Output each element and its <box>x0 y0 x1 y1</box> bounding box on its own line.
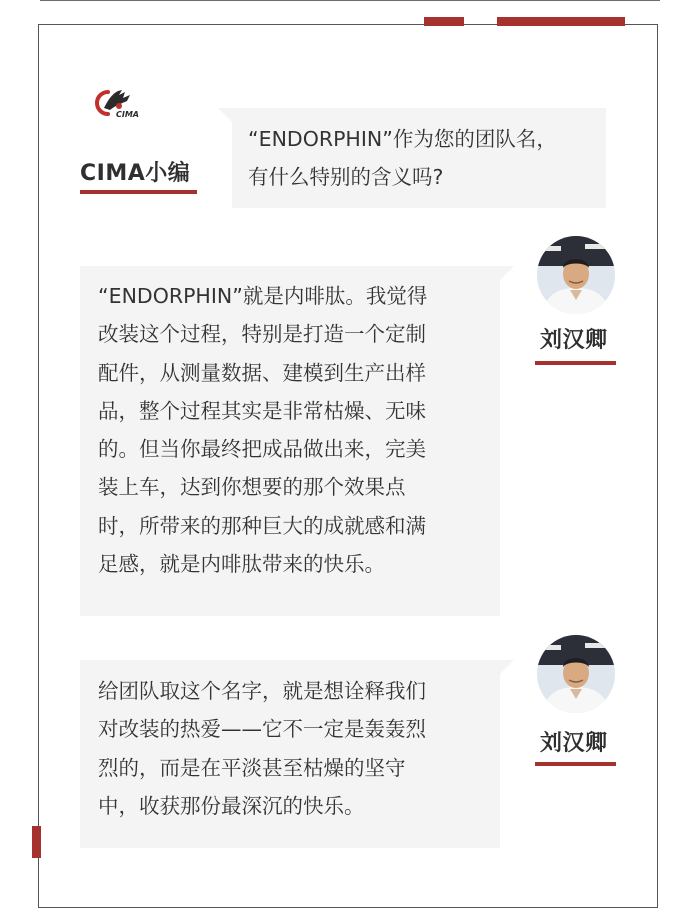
answer-bubble-1 <box>80 266 500 616</box>
bubble-text-line: 中，收获那份最深沉的快乐。 <box>98 793 365 818</box>
decorative-bar-long <box>497 17 625 26</box>
decorative-bar-short <box>424 17 464 26</box>
bubble-text-line: “ENDORPHIN”作为您的团队名， <box>248 127 557 151</box>
speaker-avatar-icon <box>537 635 615 713</box>
bubble-text-line: 时，所带来的那种巨大的成就感和满 <box>98 513 426 538</box>
bubble-text-line: 对改装的热爱——它不一定是轰轰烈 <box>98 717 426 742</box>
speaker-name-liu-2: 刘汉卿 <box>540 731 608 756</box>
svg-text:CIMA: CIMA <box>116 110 139 119</box>
bubble-text-line: 有什么特别的含义吗? <box>248 165 444 190</box>
bubble-text-line: 装上车，达到你想要的那个效果点 <box>98 475 406 500</box>
bubble-text-line: “ENDORPHIN”就是内啡肽。我觉得 <box>98 284 428 308</box>
answer-bubble-2 <box>80 660 500 848</box>
top-divider <box>40 0 660 1</box>
speaker-name-cima: CIMA小编 <box>80 161 191 186</box>
question-bubble <box>232 108 606 208</box>
cima-logo-icon <box>92 86 150 120</box>
bubble-text-line: 改装这个过程，特别是打造一个定制 <box>98 322 426 347</box>
bubble-text-line: 品，整个过程其实是非常枯燥、无味 <box>98 398 426 423</box>
bubble-text-line: 给团队取这个名字，就是想诠释我们 <box>98 679 426 703</box>
bubble-text-line: 烈的，而是在平淡甚至枯燥的坚守 <box>98 755 406 780</box>
speaker-name-liu-1: 刘汉卿 <box>540 328 608 353</box>
speaker-underline <box>535 361 616 365</box>
bubble-text-line: 的。但当你最终把成品做出来，完美 <box>98 437 426 462</box>
speaker-avatar-icon <box>537 236 615 314</box>
decorative-side-bar <box>32 826 41 858</box>
bubble-text-line: 足感，就是内啡肽带来的快乐。 <box>98 552 385 577</box>
bubble-text-line: 配件，从测量数据、建模到生产出样 <box>98 360 426 385</box>
speaker-underline <box>535 762 616 766</box>
speaker-underline <box>80 190 197 194</box>
